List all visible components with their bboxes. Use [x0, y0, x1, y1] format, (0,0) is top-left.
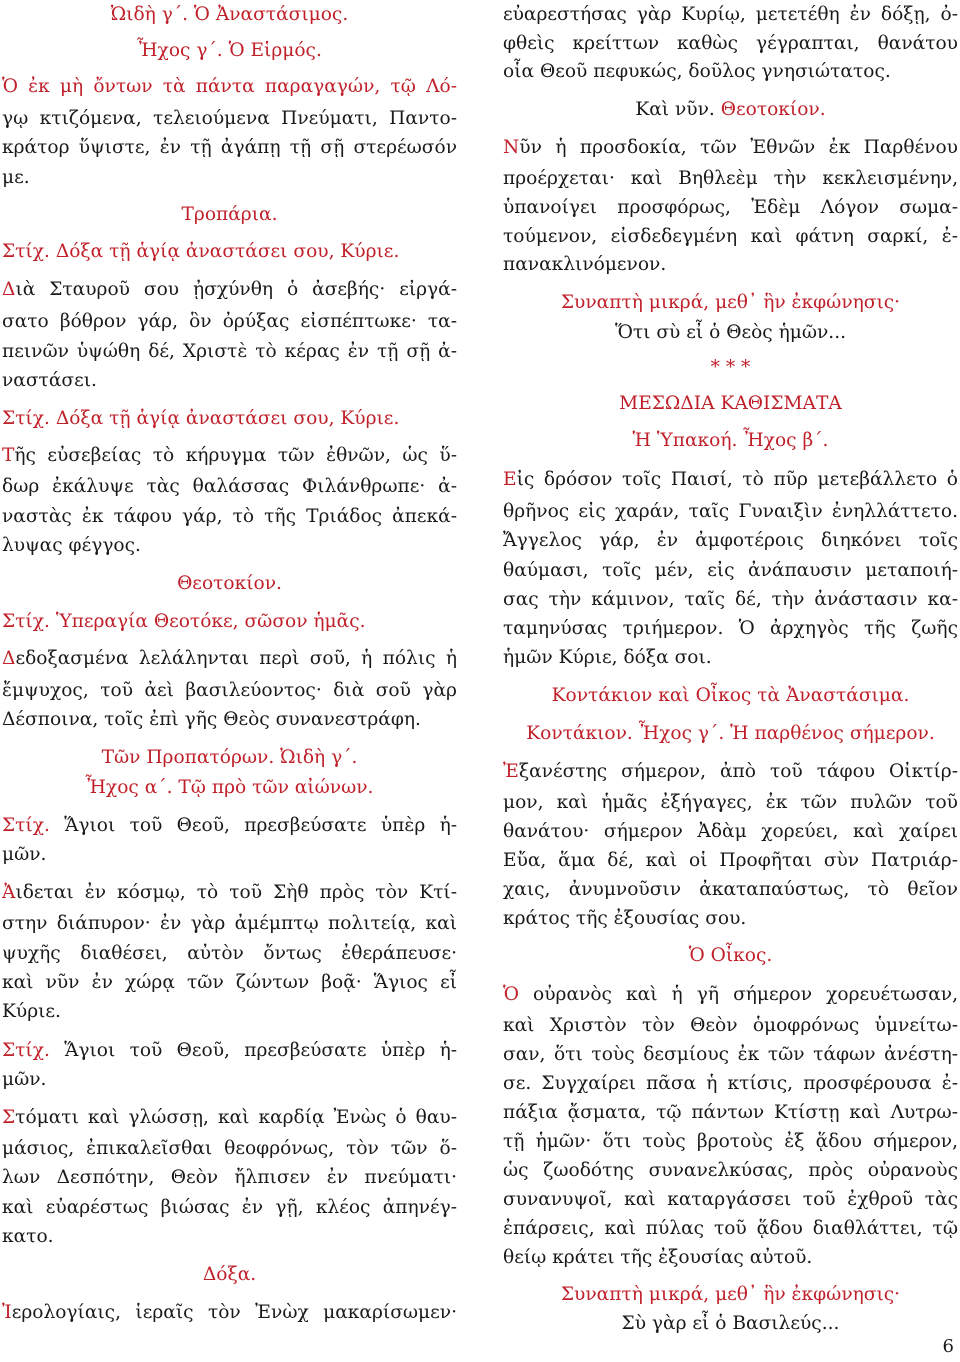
text-line: καὶ εὐαρέστως βιώσας ἐν γῇ, κλέος ἀπηνέγ- [2, 1197, 457, 1218]
drop-letter: Δ [2, 648, 16, 669]
text-line: θανάτου· σήμερον Ἀδὰμ χορεύει, καὶ χαίρει [503, 821, 958, 842]
text-span: τόματι καὶ γλώσσῃ, καὶ καρδίᾳ Ἐνὼς ὁ θαυ- [15, 1107, 457, 1128]
text-line: Ἄγγελος γάρ, ἐν ἀμφοτέροις διηκόνει τοῖς [503, 530, 958, 551]
text-line: πάξια ᾄσματα, τῷ πάντων Κτίστῃ καὶ Λυτρω- [503, 1102, 958, 1123]
verse-line [2, 811, 457, 841]
text-line [2, 1103, 457, 1133]
text-line: σαν, ὅτι τοὺς δεσμίους ἐκ τῶν τάφων ἀνέστη- [503, 1044, 958, 1065]
drop-letter: Δ [2, 279, 16, 300]
text-line: καὶ νῦν ἐν χώρᾳ τῶν ζώντων βοᾷ· Ἅγιος εἶ [2, 972, 457, 993]
text-line: με. [2, 167, 30, 188]
text-span: ιδεται ἐν κόσμῳ, τὸ τοῦ Σὴθ πρὸς τὸν Κτί- [15, 882, 457, 903]
verse-text: Ἅγιοι τοῦ Θεοῦ, πρεσβεύσατε ὑπὲρ ἡ- [64, 1040, 457, 1061]
section-divider: * * * [710, 357, 751, 378]
text-line: μάσιος, ἐπικαλεῖσθαι θεοφρόνως, τὸν τῶν ὅ- [2, 1138, 457, 1159]
heading-tone: Ἦχος γ΄. Ὁ Εἱρμός. [137, 40, 322, 61]
drop-letter: Σ [2, 1107, 16, 1128]
text-line: Κύριε. [2, 1001, 61, 1022]
heading-litany: Συναπτὴ μικρά, μεθ᾿ ἣν ἐκφώνησις· [560, 292, 901, 313]
heading-forefathers: Τῶν Προπατόρων. Ὠιδὴ γ΄. [101, 747, 358, 768]
text-span: ερολογίαις, ἱεραῖς τὸν Ἐνὼχ μακαρίσωμεν· [11, 1302, 457, 1323]
heading-oikos: Ὁ Οἶκος. [688, 945, 773, 966]
text-line [503, 980, 958, 1010]
text-line: τῇ ἡμῶν· ὅτι τοὺς βροτοὺς ἐξ ᾅδου σήμερον, [503, 1131, 958, 1152]
text-line: χαις, ἀνυμνοῦσιν ἀκαταπαύστως, τὸ θεῖον [503, 879, 958, 900]
hirmos-line: Ὁ ἐκ μὴ ὄντων τὰ πάντα παραγαγών, τῷ Λό- [2, 76, 457, 97]
text-line: τούμενον, εἰσδεδεγμένη καὶ φάτνη σαρκί, ἐ- [503, 226, 958, 247]
page-number: 6 [942, 1336, 954, 1357]
verse-line [2, 1036, 457, 1066]
text-line: θαύμασι, τοῖς μέν, εἰς ἀνάπαυσιν μεταποιή- [503, 560, 958, 581]
text-span: ξανέστης σήμερον, ἀπὸ τοῦ τάφου Οἰκτίρ- [518, 761, 958, 782]
text-line: προέρχεται· καὶ Βηθλεὲμ τὴν κεκλεισμένην, [503, 168, 958, 189]
text-line: συνανυψοῖ, καὶ καταργάσσει τοῦ ἐχθροῦ τὰς [503, 1189, 958, 1210]
text-line: μῶν. [2, 1069, 47, 1090]
text-line: ναστάσει. [2, 370, 97, 391]
heading-mesodia: ΜΕΣΩΔΙΑ ΚΑΘΙΣΜΑΤΑ [619, 393, 842, 414]
text-line: ψυχῆς διαθέσει, αὐτὸν ὄντως ἐθεράπευσε· [2, 943, 457, 964]
text-line: σας τὴν κάμινον, ταῖς δέ, τὴν ἀνάστασιν κα- [503, 589, 958, 610]
text-line [2, 441, 457, 471]
heading-glory: Δόξα. [202, 1264, 257, 1285]
text-line: ἡμῶν Κύριε, δόξα σοι. [503, 647, 712, 668]
text-line: ὑπανοίγει προσφόρως, Ἐδὲμ Λόγον σωμα- [503, 197, 958, 218]
text-line: καὶ Χριστὸν τὸν Θεὸν ὁμοφρόνως ὑμνείτω- [503, 1015, 958, 1036]
heading-litany: Συναπτὴ μικρά, μεθ᾿ ἣν ἐκφώνησις· [560, 1284, 901, 1305]
text-span: ῆς εὐσεβείας τὸ κήρυγμα τῶν ἐθνῶν, ὡς ὕ- [14, 445, 457, 466]
text-line [2, 878, 457, 908]
text-span: ιὰ Σταυροῦ σου ᾐσχύνθη ὁ ἀσεβής· εἰργά- [15, 279, 457, 300]
verse-label: Στίχ. [2, 408, 56, 429]
verse-label: Στίχ. [2, 241, 56, 262]
text-line: ἐπάρσεις, καὶ πύλας τοῦ ᾅδου διαθλάττει, τῷ [503, 1218, 958, 1239]
drop-letter: Ε [503, 469, 517, 490]
text-line: στην διάπυρον· ἐν γὰρ ἀμέμπτῳ πολιτείᾳ, καὶ [2, 913, 457, 934]
text-line: πεινῶν ὑψώθη δέ, Χριστὲ τὸ κέρας ἐν τῇ σῇ ἀ- [2, 341, 457, 362]
text-line [2, 72, 457, 102]
text-line [2, 644, 457, 674]
drop-letter: Ἐ [503, 761, 519, 782]
text-line [2, 275, 457, 305]
verse-label: Στίχ. [2, 815, 65, 836]
text-line: κράτος τῆς ἐξουσίας σου. [503, 908, 747, 929]
text-line: θείῳ κράτει τῆς ἐξουσίας αὐτοῦ. [503, 1247, 813, 1268]
text-line: λυψας φέγγος. [2, 535, 141, 556]
text-line: πανακλινόμενον. [503, 254, 667, 275]
text-line [503, 465, 958, 495]
exclamation-line: Ὅτι σὺ εἶ ὁ Θεὸς ἡμῶν... [614, 322, 847, 343]
heading-kontakion-oikos: Κοντάκιον καὶ Οἶκος τὰ Ἀναστάσιμα. [551, 685, 910, 706]
text-line: σε. Συγχαίρει πᾶσα ἡ κτίσις, προσφέρουσα ἐ- [503, 1073, 958, 1094]
exclamation-line: Σὺ γὰρ εἶ ὁ Βασιλεύς... [621, 1313, 840, 1334]
text-line: ὡς ζωοδότης συνανελκύσας, πρὸς οὐρανοὺς [503, 1160, 958, 1181]
heading-ode: Ὠιδὴ γ΄. Ὁ Ἀναστάσιμος. [110, 4, 349, 25]
text-line: εὐαρεστήσας γὰρ Κυρίῳ, μετετέθη ἐν δόξῃ, ὀ- [503, 4, 958, 25]
heading-and-now [503, 95, 958, 125]
text-line: κατο. [2, 1226, 54, 1247]
text-line: κράτορ ὕψιστε, ἐν τῇ ἀγάπῃ τῇ σῇ στερέωσόν [2, 137, 457, 158]
text-line: λων Δεσπότην, Θεὸν ἤλπισεν ἐν πνεύματι· [2, 1167, 457, 1188]
text-line: ἔμψυχος, τοῦ ἀεὶ βασιλεύοντος· διὰ σοῦ γὰρ [2, 680, 457, 701]
verse-line [2, 237, 457, 267]
text-line: μῶν. [2, 844, 47, 865]
heading-troparia: Τροπάρια. [181, 204, 278, 225]
text-line: Δέσποινα, τοῖς ἐπὶ γῆς Θεὸς συνανεστράφη. [2, 709, 421, 730]
verse-line [2, 607, 457, 637]
verse-label: Στίχ. [2, 611, 56, 632]
heading-kontakion: Κοντάκιον. Ἦχος γ΄. Ἡ παρθένος σήμερον. [526, 723, 935, 744]
text-line [503, 133, 958, 163]
drop-letter: Ν [503, 137, 520, 158]
and-now-label: Καὶ νῦν. [635, 99, 721, 120]
text-line: μον, καὶ ἡμᾶς ἐξήγαγες, ἐκ τῶν πυλῶν τοῦ [503, 792, 958, 813]
drop-letter: Ἀ [2, 882, 16, 903]
theotokion-label: Θεοτοκίον. [720, 99, 826, 120]
verse-line [2, 404, 457, 434]
text-line: δωρ ἐκάλυψε τὰς θαλάσσας Φιλάνθρωπε· ἀ- [2, 476, 457, 497]
text-line: ναστὰς ἐκ τάφου γάρ, τὸ τῆς Τριάδος ἀπεκά- [2, 506, 457, 527]
verse-label: Στίχ. [2, 1040, 65, 1061]
text-span: ῦν ἡ προσδοκία, τῶν Ἐθνῶν ἐκ Παρθένου [519, 137, 958, 158]
verse-text: Δόξα τῇ ἁγίᾳ ἀναστάσει σου, Κύριε. [55, 408, 400, 429]
heading-theotokion: Θεοτοκίον. [177, 573, 282, 594]
text-line: θρῆνος εἰς χαράν, ταῖς Γυναιξὶν ἐνηλλάττετο. [503, 501, 958, 522]
heading-tone-first: Ἦχος α΄. Τῷ πρὸ τῶν αἰώνων. [85, 777, 374, 798]
text-line: ταμηνύσας τριήμερον. Ὁ ἀρχηγὸς τῆς ζωῆς [503, 618, 958, 639]
text-line: οἷα Θεοῦ πεφυκώς, δοῦλος γνησιώτατος. [503, 61, 891, 82]
text-line [2, 1298, 457, 1328]
text-line: Εὔα, ἅμα δέ, καὶ οἱ Προφῆται σὺν Πατριάρ- [503, 850, 958, 871]
text-line: φθεὶς κρείττων καθὼς γέγραπται, θανάτου [503, 33, 958, 54]
text-line [503, 757, 958, 787]
drop-letter: Τ [2, 445, 15, 466]
text-span: ἰς δρόσον τοῖς Παισί, τὸ πῦρ μετεβάλλετο ὁ [516, 469, 958, 490]
verse-text: Ὑπεραγία Θεοτόκε, σῶσον ἡμᾶς. [55, 611, 366, 632]
drop-letter: Ἰ [2, 1302, 12, 1323]
text-span: εδοξασμένα λελάληνται περὶ σοῦ, ἡ πόλις ἡ [15, 648, 457, 669]
verse-text: Ἅγιοι τοῦ Θεοῦ, πρεσβεύσατε ὑπὲρ ἡ- [64, 815, 457, 836]
verse-text: Δόξα τῇ ἁγίᾳ ἀναστάσει σου, Κύριε. [55, 241, 400, 262]
text-line: σατο βόθρον γάρ, ὃν ὀρύξας εἰσπέπτωκε· τα- [2, 311, 457, 332]
drop-letter: Ὁ [503, 984, 519, 1005]
text-line: γῳ κτιζόμενα, τελειούμενα Πνεύματι, Παντο- [2, 108, 457, 129]
text-span: οὐρανὸς καὶ ἡ γῆ σήμερον χορευέτωσαν, [518, 984, 958, 1005]
heading-hypakoe: Ἡ Ὑπακοή. Ἦχος β΄. [632, 430, 829, 451]
